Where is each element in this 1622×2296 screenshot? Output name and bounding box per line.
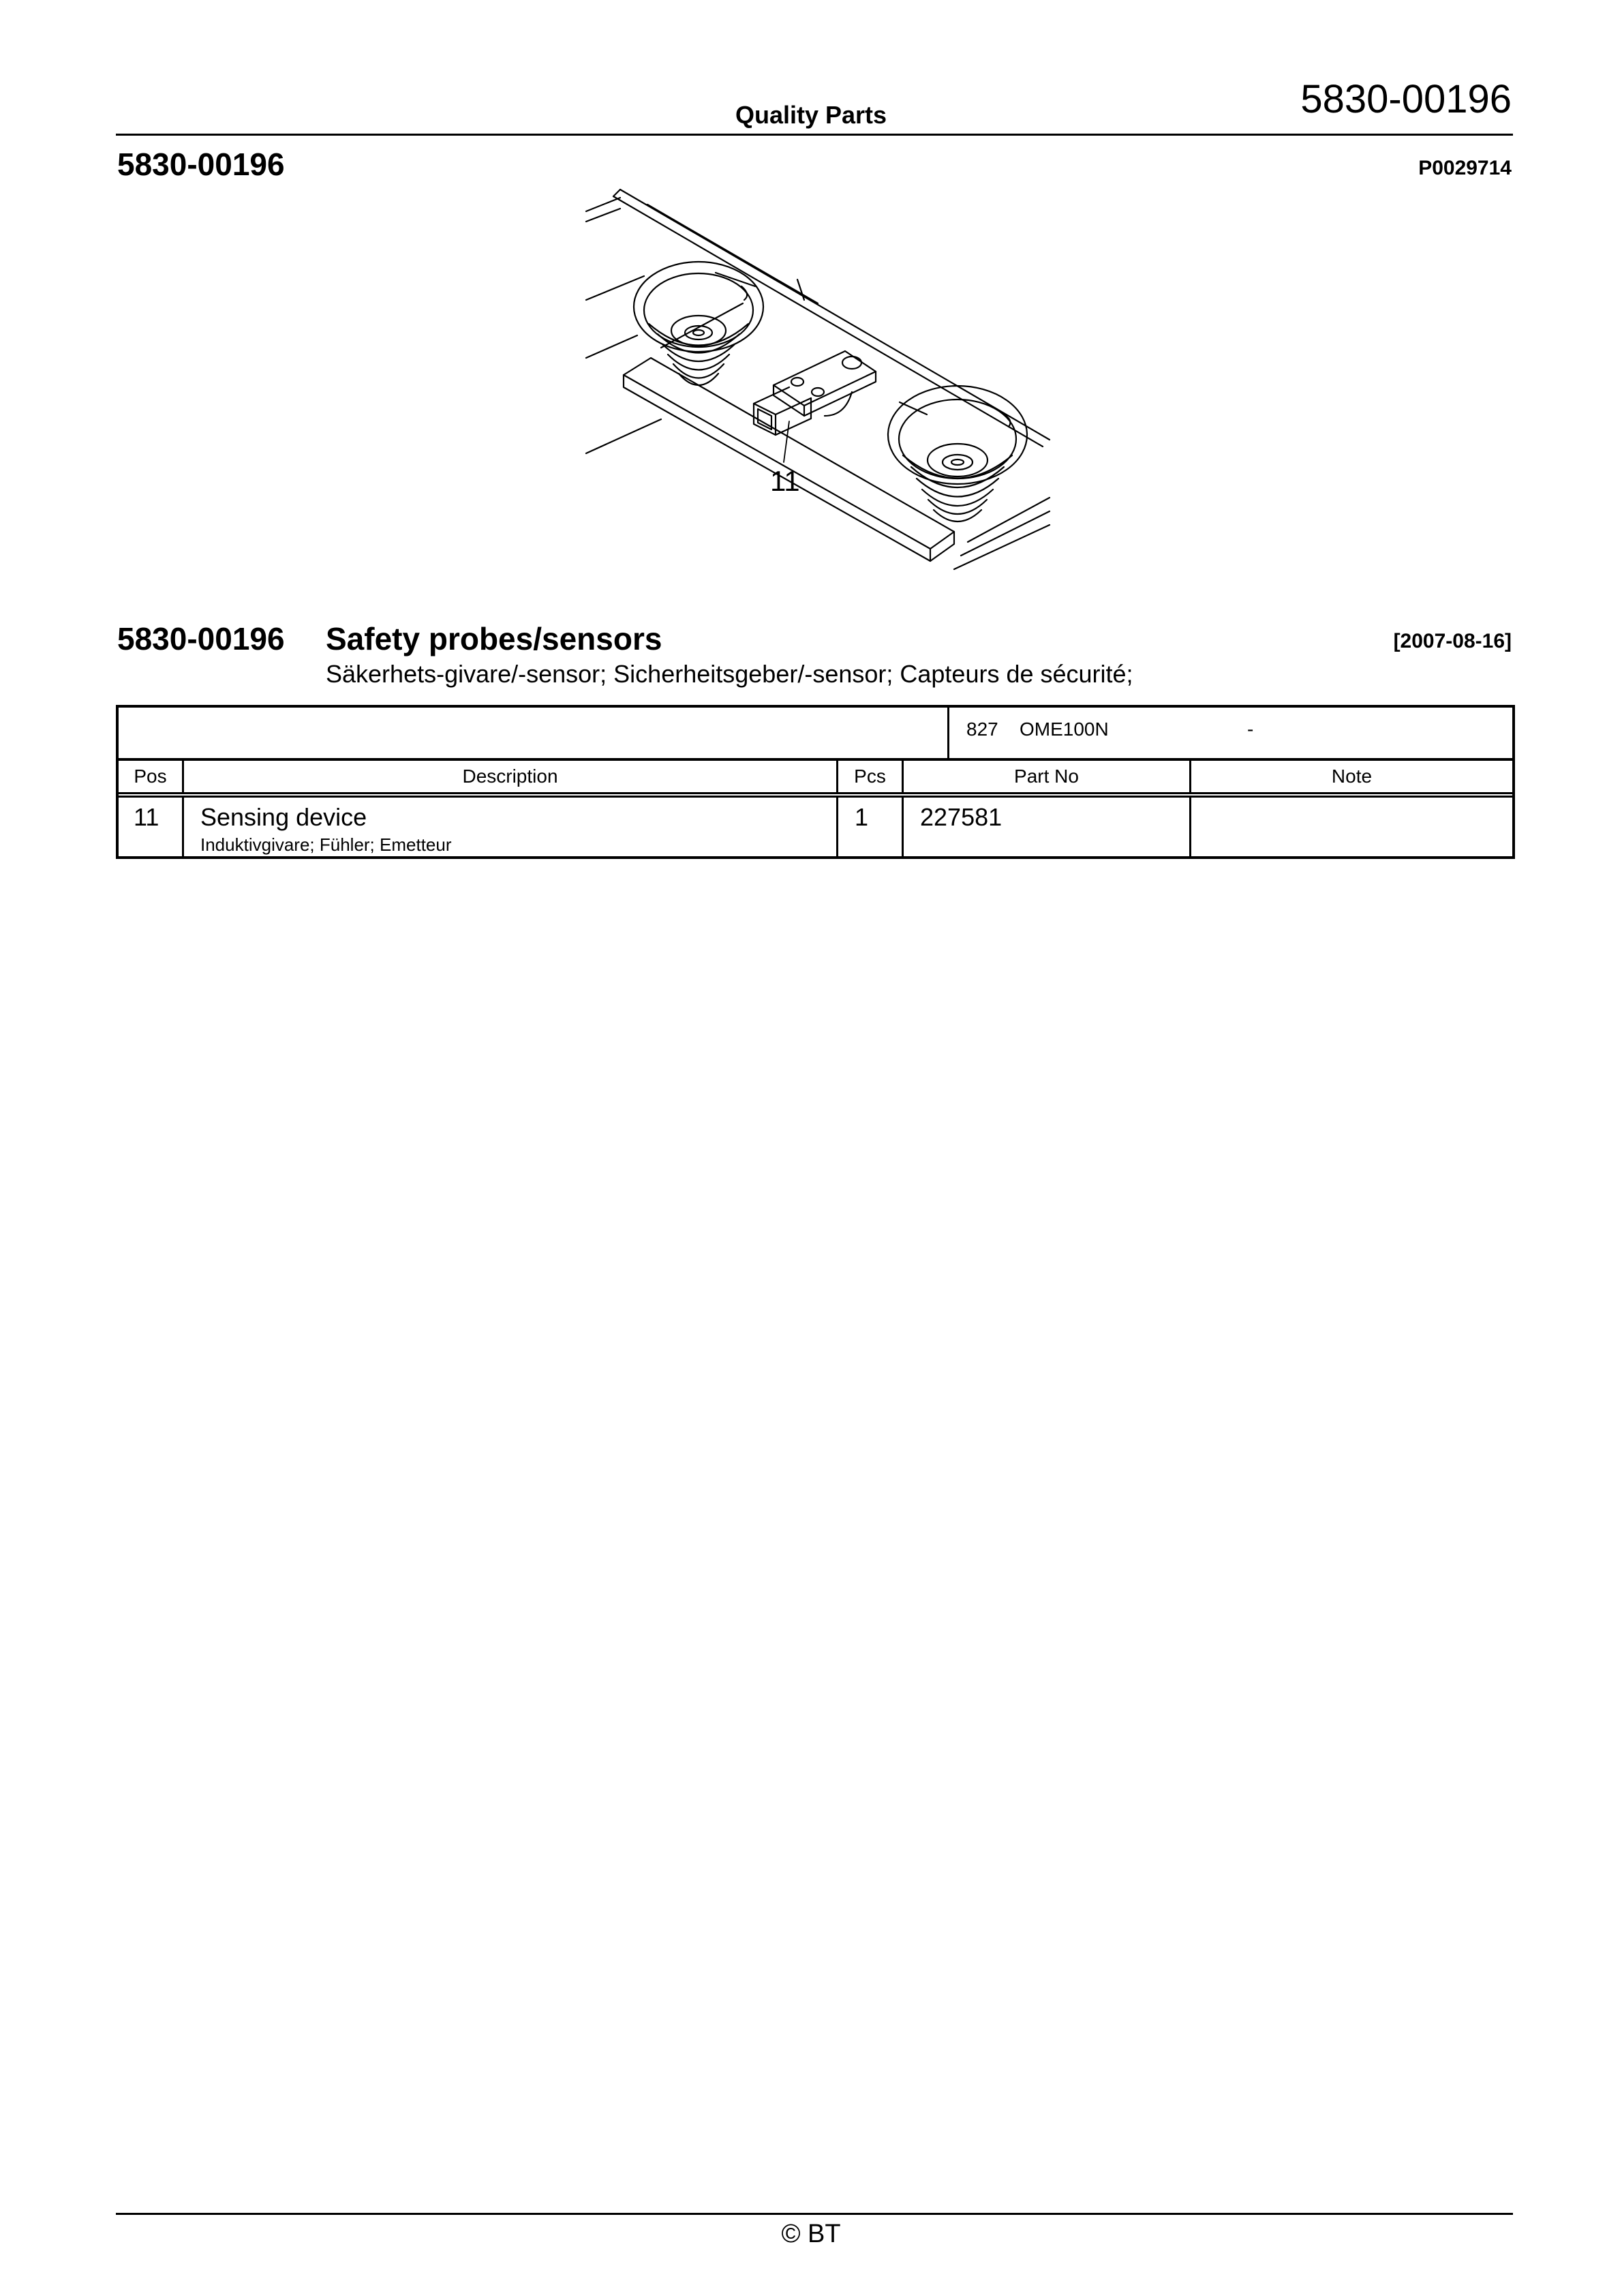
page-header-title: Quality Parts (735, 101, 887, 129)
bellows-left (634, 262, 763, 385)
table-row (119, 798, 1512, 856)
table-header-row (119, 761, 1512, 798)
cell-description (184, 798, 838, 856)
section-code: 5830-00196 (117, 147, 285, 182)
group-translations: Säkerhets-givare/-sensor; Sicherheitsgeber/-sensor; Capteurs de sécurité; (326, 660, 1133, 688)
column-header-note: Note (1331, 766, 1373, 787)
footer-copyright: © BT (781, 2220, 841, 2248)
callout-label: 11 (770, 465, 800, 497)
column-header-part-no: Part No (904, 761, 1191, 792)
footer-divider (116, 2213, 1513, 2215)
cell-pcs: 1 (838, 798, 904, 856)
parts-table (116, 705, 1515, 859)
column-header-description: Description (184, 761, 838, 792)
page-header-code: 5830-00196 (1300, 77, 1512, 121)
column-header-pcs: Pcs (838, 761, 904, 792)
picture-number: P0029714 (1418, 157, 1512, 179)
parts-illustration (572, 184, 1063, 593)
cell-pos: 11 (119, 798, 184, 856)
model-number: 827 (966, 719, 998, 740)
cell-part-no: 227581 (904, 798, 1191, 856)
model-name: OME100N (1020, 719, 1109, 740)
description-main: Sensing device (200, 803, 367, 831)
model-row (119, 708, 1512, 761)
cell-note (1191, 798, 1512, 856)
sensing-device-drawing (754, 351, 876, 435)
group-date: [2007-08-16] (1393, 630, 1512, 652)
model-variant: - (1247, 719, 1254, 740)
group-code: 5830-00196 (117, 621, 285, 656)
model-row-blank (119, 708, 949, 758)
group-title: Safety probes/sensors (326, 621, 662, 656)
header-divider (116, 134, 1513, 136)
description-translations: Induktivgivare; Fühler; Emetteur (200, 834, 452, 855)
column-header-pos: Pos (119, 761, 184, 792)
